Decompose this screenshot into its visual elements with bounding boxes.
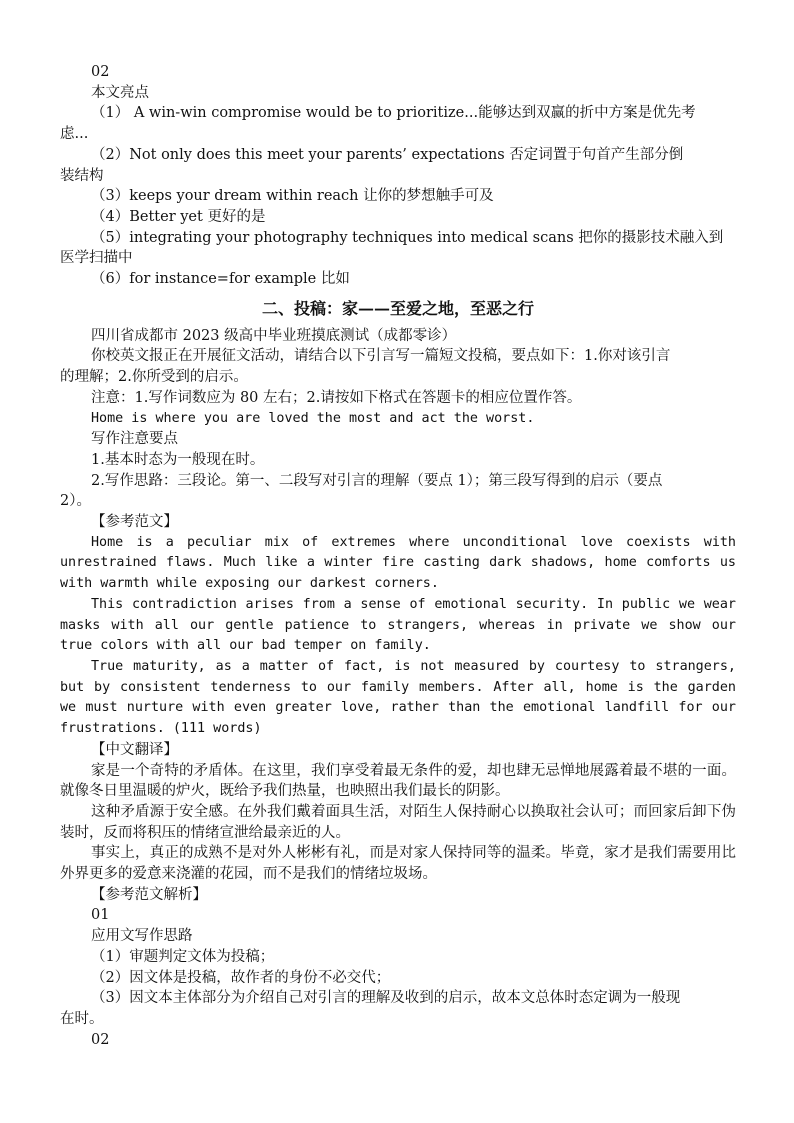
translation-paragraph: 家是一个奇特的矛盾体。在这里，我们享受着最无条件的爱，却也肆无忌惮地展露着最不堪的一面。就像冬日里温暖的炉火，既给予我们热量，也映照出我们最长的阴影。 bbox=[60, 762, 736, 800]
tip-item: 1.基本时态为一般现在时。 bbox=[91, 451, 265, 468]
highlight-item-continued: 医学扫描中 bbox=[60, 250, 133, 267]
analysis-number: 01 bbox=[91, 907, 110, 924]
task-prompt-continued: 的理解；2.你所受到的启示。 bbox=[60, 369, 248, 386]
model-paragraph: Home is a peculiar mix of extremes where unconditional love coexists with unrestrained flaws. Much like a winter fire casting dark shadows, home comforts us with warmth while exposing our darkest corners. bbox=[60, 534, 736, 592]
translation-paragraph: 事实上，真正的成熟不是对外人彬彬有礼，而是对家人保持同等的温柔。毕竟，家才是我们需要用比外界更多的爱意来浇灌的花园，而不是我们的情绪垃圾场。 bbox=[60, 845, 736, 883]
analysis-block bbox=[60, 885, 736, 1051]
analysis-item: （1）审题判定文体为投稿； bbox=[91, 948, 275, 965]
highlight-item-continued: 虑... bbox=[60, 126, 89, 143]
highlight-item: （5）integrating your photography techniques into medical scans 把你的摄影技术融入到 bbox=[91, 229, 724, 246]
analysis-item: （2）因文体是投稿，故作者的身份不必交代； bbox=[91, 969, 391, 986]
model-essay-block bbox=[60, 512, 736, 740]
model-paragraph: True maturity, as a matter of fact, is not measured by courtesy to strangers, but by consistent tenderness to our family members. After all, home is the garden we must nurture with even greater love, rather than the emotional landfill for our frustrations. (111 words) bbox=[60, 658, 736, 737]
model-paragraph: This contradiction arises from a sense of emotional security. In public we wear masks with all our gentle patience to strangers, whereas in private we show our true colors with all our bad temper on family. bbox=[60, 596, 736, 654]
tip-item: 2.写作思路：三段论。第一、二段写对引言的理解（要点 1）；第三段写得到的启示（要点 bbox=[91, 472, 663, 489]
task-source: 四川省成都市 2023 级高中毕业班摸底测试（成都零诊） bbox=[91, 327, 457, 344]
section-heading: 二、投稿：家——至爱之地，至恶之行 bbox=[261, 298, 534, 318]
task-quote: Home is where you are loved the most and act the worst. bbox=[91, 410, 535, 426]
highlights-title: 本文亮点 bbox=[91, 84, 149, 101]
highlight-item: （4）Better yet 更好的是 bbox=[91, 208, 266, 225]
analysis-label: 【参考范文解析】 bbox=[91, 886, 207, 903]
model-essay-label: 【参考范文】 bbox=[91, 514, 178, 531]
task-block bbox=[60, 326, 736, 512]
analysis-item: （3）因文本主体部分为介绍自己对引言的理解及收到的启示，故本文总体时态定调为一般现 bbox=[91, 990, 681, 1007]
highlights-block bbox=[60, 62, 736, 290]
translation-block bbox=[60, 740, 736, 885]
task-prompt: 你校英文报正在开展征文活动，请结合以下引言写一篇短文投稿，要点如下：1.你对该引言 bbox=[91, 348, 671, 365]
highlight-item: （3）keeps your dream within reach 让你的梦想触手可及 bbox=[91, 188, 494, 205]
tip-item-continued: 2）。 bbox=[60, 493, 91, 510]
highlight-item: （6）for instance=for example 比如 bbox=[91, 271, 350, 288]
highlight-item: （1） A win-win compromise would be to prioritize...能够达到双赢的折中方案是优先考 bbox=[91, 105, 696, 122]
task-notes: 注意：1.写作词数应为 80 左右；2.请按如下格式在答题卡的相应位置作答。 bbox=[91, 389, 582, 406]
translation-paragraph: 这种矛盾源于安全感。在外我们戴着面具生活，对陌生人保持耐心以换取社会认可；而回家后卸下伪装时，反而将积压的情绪宣泄给最亲近的人。 bbox=[60, 803, 736, 841]
analysis-number: 02 bbox=[91, 1031, 110, 1048]
analysis-item-continued: 在时。 bbox=[60, 1010, 104, 1027]
translation-label: 【中文翻译】 bbox=[91, 741, 178, 758]
section-number: 02 bbox=[91, 64, 110, 80]
tips-title: 写作注意要点 bbox=[91, 431, 178, 448]
highlight-item: （2）Not only does this meet your parents’ expectations 否定词置于句首产生部分倒 bbox=[91, 146, 684, 163]
highlight-item-continued: 装结构 bbox=[60, 167, 104, 184]
analysis-title: 应用文写作思路 bbox=[91, 928, 193, 945]
